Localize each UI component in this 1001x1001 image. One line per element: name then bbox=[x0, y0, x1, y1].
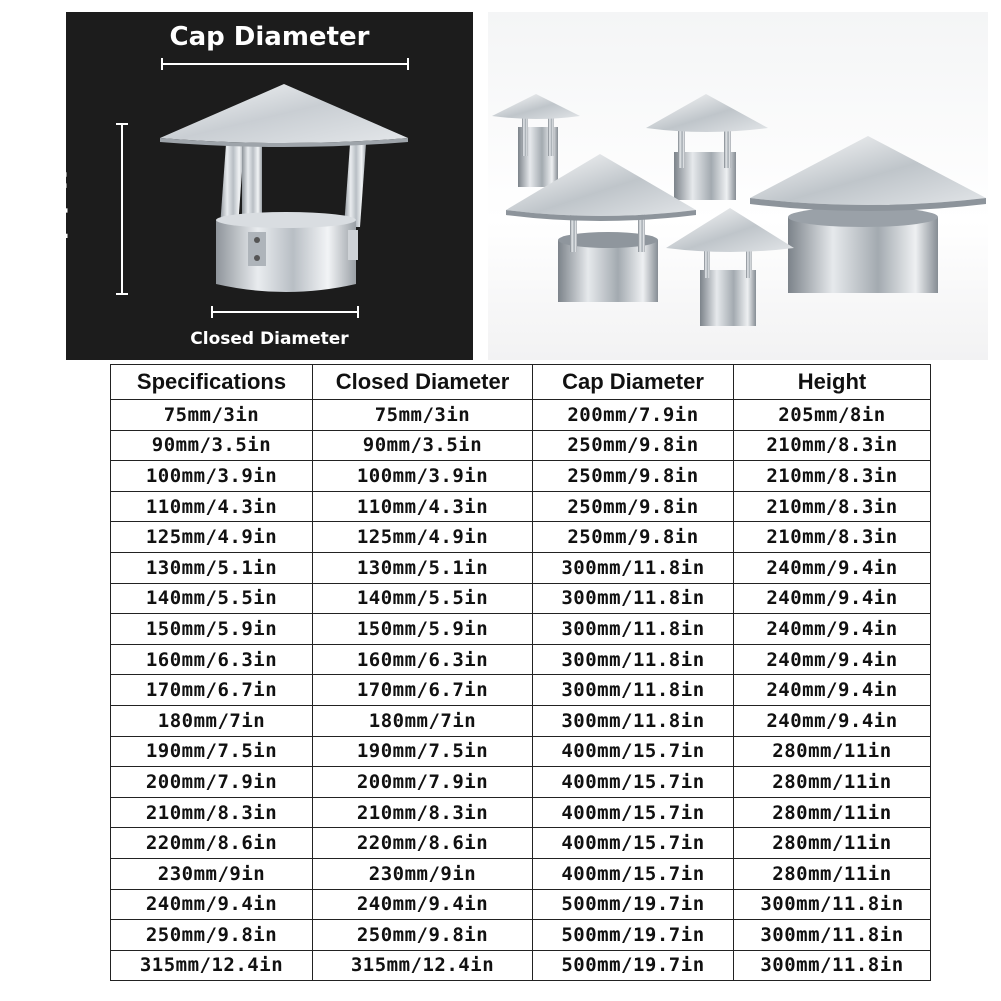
cap-diameter-cell: 400mm/15.7in bbox=[533, 797, 734, 828]
cap-diameter-cell: 300mm/11.8in bbox=[533, 644, 734, 675]
height-cell: 240mm/9.4in bbox=[734, 583, 931, 614]
table-row bbox=[111, 644, 931, 675]
cap-diameter-cell: 250mm/9.8in bbox=[533, 430, 734, 461]
specification-cell: 100mm/3.9in bbox=[111, 461, 313, 492]
table-row bbox=[111, 797, 931, 828]
header-height: Height bbox=[734, 365, 931, 400]
closed-diameter-cell: 200mm/7.9in bbox=[313, 767, 533, 798]
height-arrow-icon bbox=[116, 124, 128, 294]
closed-diameter-cell: 130mm/5.1in bbox=[313, 552, 533, 583]
specification-cell: 180mm/7in bbox=[111, 705, 313, 736]
closed-diameter-cell: 315mm/12.4in bbox=[313, 950, 533, 981]
closed-diameter-cell: 160mm/6.3in bbox=[313, 644, 533, 675]
dimension-diagram bbox=[43, 12, 473, 360]
spec-table bbox=[110, 364, 931, 981]
table-row bbox=[111, 400, 931, 431]
table-row bbox=[111, 522, 931, 553]
specification-cell: 170mm/6.7in bbox=[111, 675, 313, 706]
closed-diameter-cell: 250mm/9.8in bbox=[313, 920, 533, 951]
cap-diameter-cell: 300mm/11.8in bbox=[533, 552, 734, 583]
height-cell: 205mm/8in bbox=[734, 400, 931, 431]
table-row bbox=[111, 767, 931, 798]
chimney-caps-group-icon bbox=[488, 12, 988, 360]
height-cell: 300mm/11.8in bbox=[734, 920, 931, 951]
cap-diameter-cell: 250mm/9.8in bbox=[533, 491, 734, 522]
height-cell: 240mm/9.4in bbox=[734, 614, 931, 645]
specification-cell: 140mm/5.5in bbox=[111, 583, 313, 614]
height-cell: 280mm/11in bbox=[734, 736, 931, 767]
cap-diameter-cell: 300mm/11.8in bbox=[533, 583, 734, 614]
cap-diameter-cell: 200mm/7.9in bbox=[533, 400, 734, 431]
specification-cell: 220mm/8.6in bbox=[111, 828, 313, 859]
specification-cell: 150mm/5.9in bbox=[111, 614, 313, 645]
specification-cell: 230mm/9in bbox=[111, 858, 313, 889]
specification-cell: 125mm/4.9in bbox=[111, 522, 313, 553]
specification-cell: 110mm/4.3in bbox=[111, 491, 313, 522]
specification-cell: 250mm/9.8in bbox=[111, 920, 313, 951]
table-row bbox=[111, 461, 931, 492]
closed-diameter-cell: 190mm/7.5in bbox=[313, 736, 533, 767]
height-cell: 240mm/9.4in bbox=[734, 552, 931, 583]
closed-diameter-cell: 240mm/9.4in bbox=[313, 889, 533, 920]
cap-diameter-cell: 500mm/19.7in bbox=[533, 950, 734, 981]
height-cell: 210mm/8.3in bbox=[734, 461, 931, 492]
closed-diameter-cell: 180mm/7in bbox=[313, 705, 533, 736]
table-row bbox=[111, 705, 931, 736]
specification-cell: 130mm/5.1in bbox=[111, 552, 313, 583]
closed-diameter-cell: 210mm/8.3in bbox=[313, 797, 533, 828]
closed-diameter-cell: 75mm/3in bbox=[313, 400, 533, 431]
cap-diameter-cell: 400mm/15.7in bbox=[533, 858, 734, 889]
table-row bbox=[111, 828, 931, 859]
cap-diameter-cell: 500mm/19.7in bbox=[533, 920, 734, 951]
cap-diameter-cell: 300mm/11.8in bbox=[533, 675, 734, 706]
table-row bbox=[111, 858, 931, 889]
height-cell: 280mm/11in bbox=[734, 828, 931, 859]
specification-cell: 315mm/12.4in bbox=[111, 950, 313, 981]
height-cell: 210mm/8.3in bbox=[734, 430, 931, 461]
table-body bbox=[111, 400, 931, 981]
cap-diameter-cell: 300mm/11.8in bbox=[533, 705, 734, 736]
closed-diameter-cell: 125mm/4.9in bbox=[313, 522, 533, 553]
height-cell: 240mm/9.4in bbox=[734, 644, 931, 675]
height-cell: 240mm/9.4in bbox=[734, 705, 931, 736]
header-closed-diameter: Closed Diameter bbox=[313, 365, 533, 400]
table-row bbox=[111, 491, 931, 522]
height-cell: 210mm/8.3in bbox=[734, 491, 931, 522]
header-cap-diameter: Cap Diameter bbox=[533, 365, 734, 400]
cap-diameter-label: Cap Diameter bbox=[169, 22, 370, 52]
cap-diameter-cell: 250mm/9.8in bbox=[533, 522, 734, 553]
closed-diameter-arrow-icon bbox=[212, 306, 358, 318]
cap-diameter-arrow-icon bbox=[162, 58, 408, 70]
closed-diameter-cell: 230mm/9in bbox=[313, 858, 533, 889]
height-cell: 300mm/11.8in bbox=[734, 950, 931, 981]
cap-diameter-cell: 400mm/15.7in bbox=[533, 767, 734, 798]
header-specifications: Specifications bbox=[111, 365, 313, 400]
height-cell: 210mm/8.3in bbox=[734, 522, 931, 553]
closed-diameter-cell: 140mm/5.5in bbox=[313, 583, 533, 614]
closed-diameter-cell: 220mm/8.6in bbox=[313, 828, 533, 859]
closed-diameter-cell: 110mm/4.3in bbox=[313, 491, 533, 522]
height-cell: 300mm/11.8in bbox=[734, 889, 931, 920]
table-row bbox=[111, 430, 931, 461]
closed-diameter-label: Closed Diameter bbox=[190, 329, 349, 349]
table-row bbox=[111, 950, 931, 981]
cap-diameter-cell: 400mm/15.7in bbox=[533, 736, 734, 767]
closed-diameter-cell: 90mm/3.5in bbox=[313, 430, 533, 461]
chimney-cap-diagram-icon bbox=[66, 12, 473, 360]
table-row bbox=[111, 736, 931, 767]
specification-cell: 90mm/3.5in bbox=[111, 430, 313, 461]
height-cell: 280mm/11in bbox=[734, 797, 931, 828]
height-cell: 280mm/11in bbox=[734, 858, 931, 889]
height-cell: 280mm/11in bbox=[734, 767, 931, 798]
specification-cell: 190mm/7.5in bbox=[111, 736, 313, 767]
table-row bbox=[111, 889, 931, 920]
cap-diameter-cell: 300mm/11.8in bbox=[533, 614, 734, 645]
table-row bbox=[111, 920, 931, 951]
cap-diameter-cell: 400mm/15.7in bbox=[533, 828, 734, 859]
table-row bbox=[111, 552, 931, 583]
height-label: Height bbox=[43, 170, 71, 261]
closed-diameter-cell: 170mm/6.7in bbox=[313, 675, 533, 706]
specification-cell: 210mm/8.3in bbox=[111, 797, 313, 828]
cap-diameter-cell: 500mm/19.7in bbox=[533, 889, 734, 920]
closed-diameter-cell: 150mm/5.9in bbox=[313, 614, 533, 645]
specification-cell: 160mm/6.3in bbox=[111, 644, 313, 675]
height-cell: 240mm/9.4in bbox=[734, 675, 931, 706]
specification-cell: 240mm/9.4in bbox=[111, 889, 313, 920]
table-header-row bbox=[111, 365, 931, 400]
closed-diameter-cell: 100mm/3.9in bbox=[313, 461, 533, 492]
specification-cell: 75mm/3in bbox=[111, 400, 313, 431]
specification-cell: 200mm/7.9in bbox=[111, 767, 313, 798]
cap-diameter-cell: 250mm/9.8in bbox=[533, 461, 734, 492]
table-row bbox=[111, 583, 931, 614]
table-row bbox=[111, 614, 931, 645]
table-row bbox=[111, 675, 931, 706]
product-photo bbox=[488, 12, 988, 360]
